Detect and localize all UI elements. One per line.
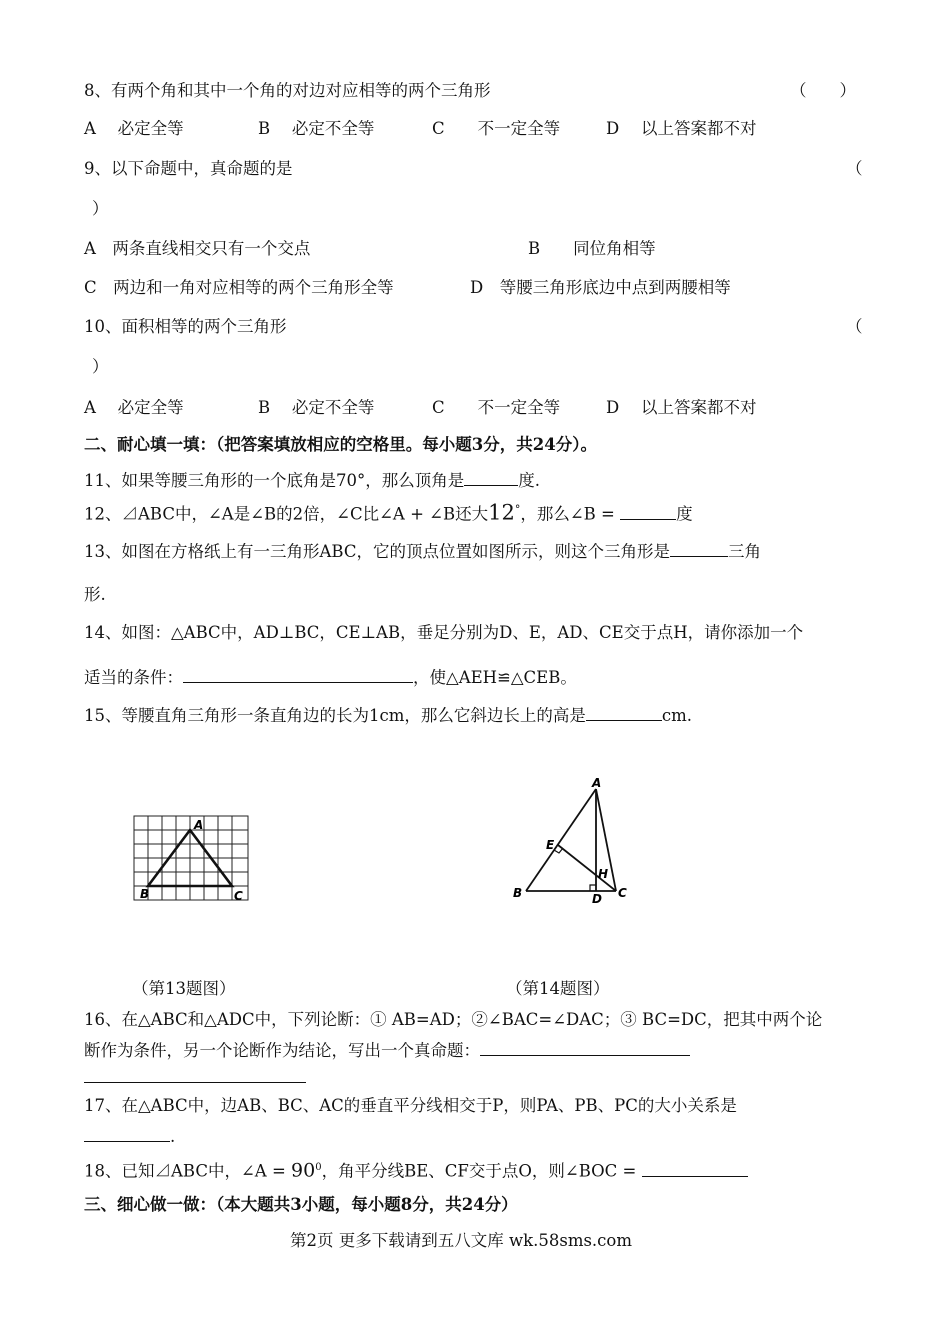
q9-option-a: A 两条直线相交只有一个交点	[84, 239, 311, 258]
q16-answer-blank-2[interactable]	[84, 1082, 306, 1083]
q8-option-a: A 必定全等	[84, 119, 184, 138]
q18-tail: ，角平分线BE、CF交于点O，则∠BOC =	[321, 1161, 642, 1181]
q8-option-b: B 必定不全等	[258, 119, 375, 138]
page-footer: 第2页 更多下载请到五八文库 wk.58sms.com	[290, 1231, 632, 1250]
q10-paren-open: （	[846, 317, 863, 336]
fig14-label-a: A	[592, 776, 602, 790]
q10-paren-close: ）	[92, 357, 109, 376]
q15-text: 15、等腰直角三角形一条直角边的长为1cm，那么它斜边长上的高是	[84, 706, 586, 725]
q9-paren-close: ）	[92, 199, 109, 218]
fig13-caption: （第13题图）	[132, 979, 236, 998]
q11-tail: 度.	[518, 471, 540, 490]
q12-degree: °	[514, 503, 521, 516]
q10-text: 10、面积相等的两个三角形	[84, 317, 287, 336]
q15	[84, 704, 692, 727]
q12-tail: 度	[676, 504, 693, 524]
q13-tail: 三角	[727, 542, 761, 561]
fig14-caption: （第14题图）	[506, 979, 610, 998]
q14-line2	[84, 666, 577, 689]
q10-option-b: B 必定不全等	[258, 398, 375, 417]
section2-heading: 二、耐心填一填：（把答案填放相应的空格里。每小题3分，共24分）。	[84, 435, 597, 454]
q9-paren-open: （	[846, 159, 863, 178]
q9-text: 9、以下命题中，真命题的是	[84, 159, 293, 178]
q18-superscript: 0	[315, 1162, 322, 1173]
q12	[84, 499, 693, 526]
fig14-label-c: C	[618, 886, 627, 900]
q17-answer-blank[interactable]	[84, 1125, 170, 1142]
q14-line2-head: 适当的条件：	[84, 668, 183, 687]
q8-text: 8、有两个角和其中一个角的对边对应相等的两个三角形	[84, 81, 491, 100]
q18	[84, 1157, 748, 1183]
q13-text: 13、如图在方格纸上有一三角形ABC，它的顶点位置如图所示，则这个三角形是	[84, 542, 670, 561]
fig13-label-a: A	[194, 818, 204, 832]
q12-text: 12、⊿ABC中，∠A是∠B的2倍，∠C比∠A + ∠B还大	[84, 504, 489, 524]
q14-line2-tail: ，使△AEH≌△CEB。	[413, 668, 577, 687]
q15-answer-blank[interactable]	[586, 704, 662, 721]
q10-option-d: D 以上答案都不对	[606, 398, 757, 417]
q12-answer-blank[interactable]	[620, 503, 676, 520]
fig14-label-e: E	[546, 838, 555, 852]
q11	[84, 469, 540, 492]
q13-answer-blank[interactable]	[670, 540, 728, 557]
q16-line2-text: 断作为条件，另一个论断作为结论，写出一个真命题：	[84, 1041, 480, 1060]
q9-option-d: D 等腰三角形底边中点到两腰相等	[470, 278, 731, 297]
right-angle-d	[590, 885, 596, 891]
q11-answer-blank[interactable]	[464, 469, 518, 486]
figure-14	[508, 775, 638, 907]
q18-answer-blank[interactable]	[642, 1160, 748, 1177]
q8-option-c: C 不一定全等	[432, 119, 561, 138]
fig13-label-c: C	[234, 889, 243, 903]
q10-option-c: C 不一定全等	[432, 398, 561, 417]
q13	[84, 540, 761, 563]
q14-answer-blank[interactable]	[183, 666, 413, 683]
q10-option-a: A 必定全等	[84, 398, 184, 417]
q13-line2: 形.	[84, 585, 106, 604]
q16-answer-blank-1[interactable]	[480, 1039, 690, 1056]
q12-mid: ，那么∠B =	[520, 504, 615, 524]
q14-text: 14、如图：△ABC中，AD⊥BC，CE⊥AB，垂足分别为D、E，AD、CE交于点H，请你添加一个	[84, 623, 804, 642]
q16-text: 16、在△ABC和△ADC中，下列论断：① AB=AD；②∠BAC=∠DAC；③ BC=DC，把其中两个论	[84, 1010, 823, 1029]
side-ab	[526, 789, 596, 891]
q18-number: 90	[291, 1159, 316, 1182]
fig13-label-b: B	[140, 887, 150, 901]
q9-option-b: B 同位角相等	[528, 239, 656, 258]
q9-option-c: C 两边和一角对应相等的两个三角形全等	[84, 278, 394, 297]
q15-tail: cm.	[661, 706, 693, 725]
q12-number: 12	[488, 500, 515, 525]
grid-lines	[134, 816, 248, 900]
section3-heading: 三、细心做一做：（本大题共3小题，每小题8分，共24分）	[84, 1195, 518, 1214]
q17-tail: .	[170, 1127, 176, 1146]
q8-paren: （ ）	[790, 81, 856, 100]
fig14-label-h: H	[598, 867, 609, 881]
q17-text: 17、在△ABC中，边AB、BC、AC的垂直平分线相交于P，则PA、PB、PC的大小关系是	[84, 1096, 737, 1115]
q16-line2	[84, 1039, 690, 1062]
fig14-label-b: B	[513, 886, 523, 900]
figure-13	[130, 812, 254, 906]
q11-text: 11、如果等腰三角形的一个底角是70°，那么顶角是	[84, 471, 465, 490]
fig14-label-d: D	[592, 892, 602, 906]
q8-option-d: D 以上答案都不对	[606, 119, 757, 138]
q18-text: 18、已知⊿ABC中，∠A =	[84, 1161, 292, 1181]
q17-line2	[84, 1125, 175, 1148]
